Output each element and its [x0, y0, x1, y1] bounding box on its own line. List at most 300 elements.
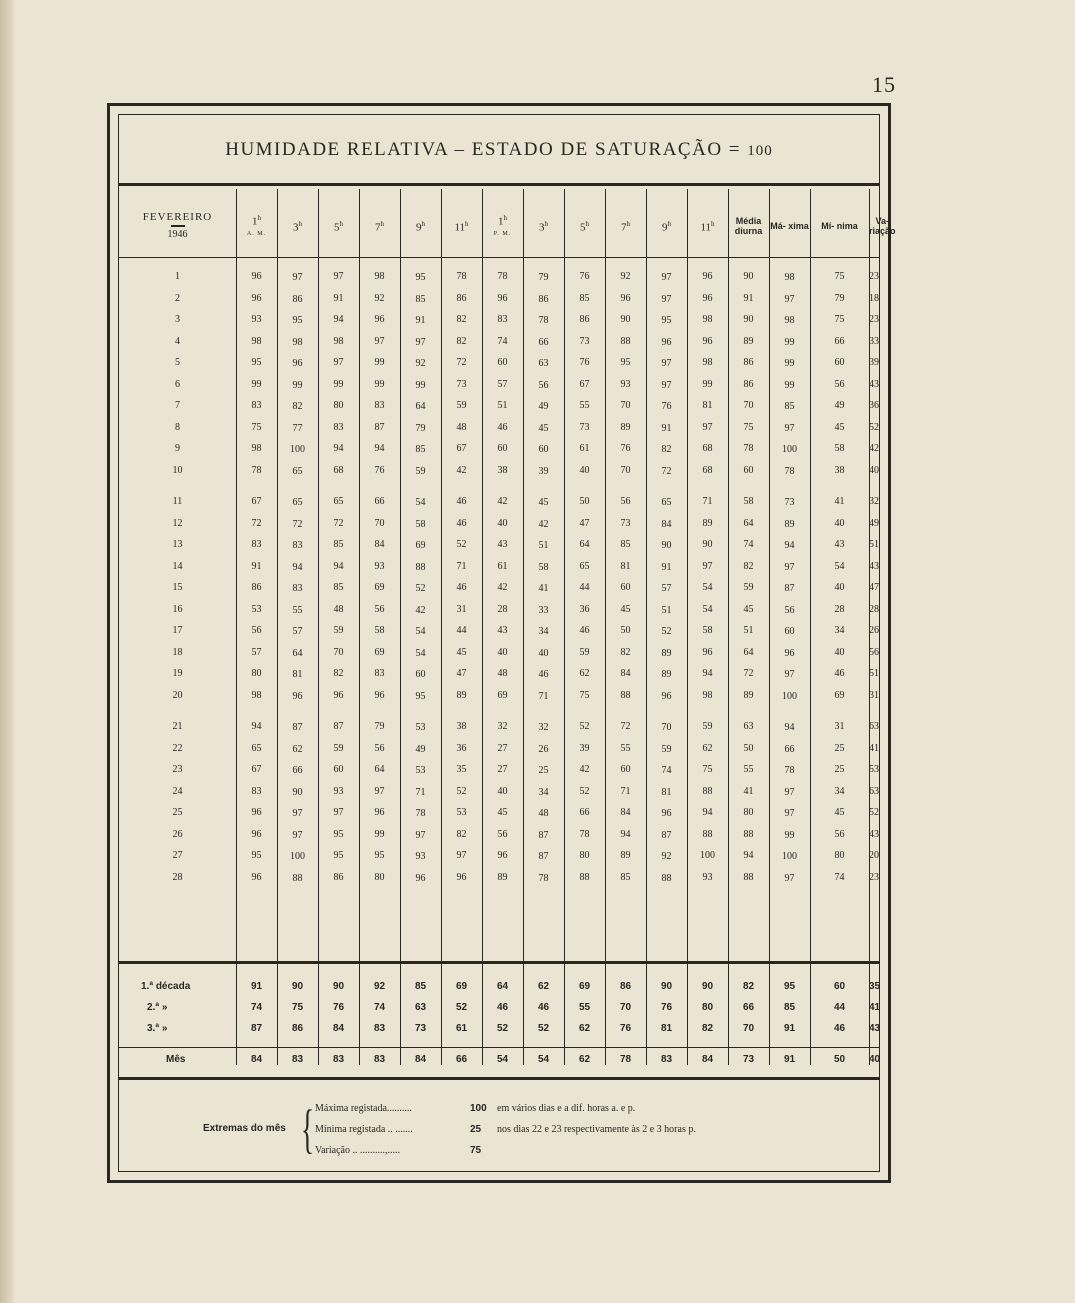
table-cell: 73: [579, 421, 590, 433]
header-rule: [119, 257, 879, 258]
table-cell: 82: [333, 668, 344, 679]
day-label: 15: [172, 582, 183, 593]
table-cell: 100: [290, 444, 305, 455]
month-rule: [119, 1077, 879, 1080]
table-cell: 35: [456, 764, 467, 775]
table-cell: 58: [374, 625, 385, 636]
table-cell: 60: [620, 582, 631, 593]
table-cell: 56: [374, 742, 385, 754]
table-cell: 95: [415, 690, 426, 702]
summary-cell: 62: [537, 981, 550, 992]
table-cell: 99: [292, 379, 303, 391]
table-cell: 72: [292, 518, 303, 530]
table-cell: 48: [538, 808, 549, 819]
table-cell: 96: [374, 807, 385, 818]
table-cell: 56: [869, 646, 879, 658]
day-label: 23: [172, 764, 183, 775]
summary-cell: 70: [742, 1023, 755, 1034]
table-cell: 96: [620, 292, 631, 304]
table-cell: 56: [834, 828, 845, 840]
table-cell: 72: [333, 517, 344, 529]
table-cell: 43: [497, 539, 508, 550]
table-cell: 99: [415, 379, 426, 391]
table-cell: 72: [456, 357, 467, 368]
table-cell: 96: [374, 689, 385, 701]
table-cell: 91: [415, 315, 426, 326]
table-cell: 75: [743, 421, 754, 433]
month-name: FEVEREIRO: [142, 211, 213, 223]
title-rule: [119, 183, 879, 186]
month-cell: 73: [742, 1054, 755, 1065]
table-cell: 65: [333, 496, 344, 507]
table-cell: 89: [743, 335, 754, 347]
table-cell: 93: [333, 785, 344, 797]
table-cell: 97: [292, 829, 303, 841]
summary-cell: 74: [373, 1002, 386, 1013]
decade-label: 1.ª década: [141, 981, 191, 992]
table-cell: 51: [538, 540, 549, 551]
table-cell: 83: [292, 540, 303, 551]
table-cell: 58: [702, 625, 713, 636]
table-cell: 92: [374, 292, 385, 304]
day-label: 16: [172, 603, 183, 615]
table-cell: 94: [784, 540, 795, 551]
table-cell: 38: [456, 721, 467, 732]
table-cell: 27: [497, 742, 508, 754]
table-cell: 83: [251, 785, 262, 797]
table-cell: 73: [620, 517, 631, 529]
table-cell: 99: [374, 828, 385, 840]
day-label: 10: [172, 464, 183, 476]
table-cell: 28: [497, 603, 508, 615]
table-cell: 97: [784, 422, 795, 434]
table-cell: 94: [702, 668, 713, 679]
table-cell: 57: [251, 646, 262, 658]
table-cell: 25: [538, 765, 549, 776]
table-cell: 52: [456, 539, 467, 550]
table-cell: 90: [743, 271, 754, 282]
table-cell: 47: [869, 582, 879, 593]
table-cell: 66: [784, 743, 795, 755]
table-cell: 75: [702, 764, 713, 775]
title-saturation-value: 100: [747, 143, 773, 159]
hour-label: 9$^h$: [416, 220, 425, 234]
summary-cell: 85: [783, 1002, 796, 1013]
hour-header: [318, 197, 359, 255]
table-cell: 95: [620, 357, 631, 368]
table-cell: 97: [702, 421, 713, 433]
table-cell: 86: [743, 357, 754, 368]
summary-cell: 84: [332, 1023, 345, 1034]
table-cell: 59: [743, 582, 754, 593]
table-cell: 59: [661, 743, 672, 755]
table-cell: 63: [869, 785, 879, 797]
table-cell: 80: [374, 871, 385, 883]
table-cell: 47: [456, 668, 467, 679]
hour-suffix: h: [585, 220, 589, 229]
table-cell: 81: [661, 786, 672, 798]
table-cell: 97: [292, 808, 303, 819]
table-cell: 84: [661, 518, 672, 530]
table-cell: 73: [456, 378, 467, 390]
table-cell: 90: [661, 540, 672, 551]
table-cell: 39: [538, 465, 549, 477]
table-cell: 23: [869, 314, 879, 325]
summary-cell: 46: [537, 1002, 550, 1013]
table-cell: 59: [333, 742, 344, 754]
hour-header: [605, 197, 646, 255]
table-cell: 88: [620, 335, 631, 347]
table-cell: 58: [415, 518, 426, 530]
table-cell: 87: [292, 722, 303, 733]
hour-label: 3$^h$: [293, 220, 302, 234]
table-cell: 65: [251, 742, 262, 754]
hour-label: 11$^h$: [700, 220, 715, 234]
summary-cell: 91: [250, 981, 263, 992]
maxima-header-text: Má- xima: [770, 221, 809, 231]
summary-cell: 82: [742, 981, 755, 992]
table-cell: 25: [834, 764, 845, 775]
extremas-row-note: nos dias 22 e 23 respectivamente às 2 e 3 horas p.: [497, 1124, 696, 1135]
table-cell: 40: [834, 646, 845, 658]
table-cell: 97: [702, 560, 713, 572]
table-cell: 88: [579, 871, 590, 883]
month-cell: 83: [291, 1054, 304, 1065]
hour-label: 1$^h$: [252, 214, 261, 228]
table-cell: 52: [869, 807, 879, 818]
table-cell: 41: [834, 496, 845, 507]
table-cell: 50: [620, 625, 631, 636]
table-cell: 46: [834, 668, 845, 679]
table-cell: 60: [620, 764, 631, 775]
table-cell: 45: [538, 422, 549, 434]
table-cell: 31: [869, 689, 879, 701]
table-cell: 69: [834, 689, 845, 701]
table-cell: 51: [869, 539, 879, 550]
table-cell: 97: [333, 357, 344, 368]
table-cell: 40: [834, 517, 845, 529]
summary-cell: 61: [455, 1023, 468, 1034]
table-cell: 78: [251, 464, 262, 476]
table-cell: 98: [702, 689, 713, 701]
table-cell: 42: [456, 464, 467, 476]
table-cell: 98: [292, 336, 303, 348]
table-cell: 89: [661, 669, 672, 680]
table-cell: 75: [579, 689, 590, 701]
table-cell: 94: [333, 443, 344, 454]
book-binding: [0, 0, 14, 1303]
table-cell: 74: [743, 539, 754, 550]
table-cell: 79: [374, 721, 385, 732]
table-cell: 97: [784, 872, 795, 884]
day-label: 8: [175, 421, 180, 433]
table-cell: 36: [579, 603, 590, 615]
table-cell: 96: [251, 292, 262, 304]
extremas-row-value: 75: [470, 1145, 482, 1156]
table-cell: 89: [497, 871, 508, 883]
month-cell: 40: [869, 1054, 881, 1065]
table-cell: 89: [620, 421, 631, 433]
table-cell: 78: [743, 443, 754, 454]
table-cell: 40: [869, 464, 879, 476]
table-cell: 93: [620, 378, 631, 390]
table-cell: 84: [620, 668, 631, 679]
table-cell: 67: [456, 443, 467, 454]
summary-cell: 52: [537, 1023, 550, 1034]
table-cell: 63: [743, 721, 754, 732]
table-cell: 53: [869, 764, 879, 775]
month-row-label: Mês: [166, 1054, 186, 1065]
table-cell: 100: [290, 851, 305, 862]
table-cell: 90: [620, 314, 631, 325]
table-cell: 80: [333, 400, 344, 411]
day-label: 17: [172, 625, 183, 636]
day-label: 20: [172, 689, 183, 701]
table-cell: 93: [415, 851, 426, 862]
table-cell: 78: [538, 315, 549, 326]
table-cell: 94: [333, 560, 344, 572]
table-cell: 34: [834, 785, 845, 797]
table-cell: 86: [292, 293, 303, 305]
table-cell: 82: [456, 314, 467, 325]
table-cell: 95: [251, 357, 262, 368]
hour-header: [277, 197, 318, 255]
table-cell: 60: [834, 357, 845, 368]
table-cell: 44: [579, 582, 590, 593]
summary-cell: 86: [291, 1023, 304, 1034]
table-cell: 97: [415, 336, 426, 348]
month-cell: 84: [701, 1054, 714, 1065]
table-cell: 97: [784, 808, 795, 819]
table-cell: 89: [456, 689, 467, 701]
extremas-row-label: Variação .. ..........,.....: [315, 1145, 400, 1156]
table-cell: 89: [702, 517, 713, 529]
table-cell: 73: [579, 335, 590, 347]
summary-cell: 41: [869, 1002, 881, 1013]
table-cell: 100: [782, 851, 797, 862]
month-cell: 54: [537, 1054, 550, 1065]
table-cell: 59: [415, 465, 426, 477]
table-cell: 85: [333, 582, 344, 593]
month-cell: 84: [250, 1054, 263, 1065]
table-cell: 39: [869, 357, 879, 368]
table-cell: 68: [333, 464, 344, 476]
table-cell: 56: [374, 603, 385, 615]
decade-label: 3.ª »: [147, 1023, 168, 1034]
table-cell: 76: [579, 357, 590, 368]
table-cell: 93: [251, 314, 262, 325]
table-cell: 88: [415, 561, 426, 573]
table-cell: 92: [415, 358, 426, 369]
hour-header: [523, 197, 564, 255]
table-cell: 40: [538, 647, 549, 659]
summary-cell: 87: [250, 1023, 263, 1034]
hour-label: 7$^h$: [621, 220, 630, 234]
table-cell: 96: [702, 646, 713, 658]
hour-label: 3$^h$: [539, 220, 548, 234]
table-cell: 51: [869, 668, 879, 679]
hour-label: 1$^h$: [498, 214, 507, 228]
hour-header: [687, 197, 728, 255]
day-label: 27: [172, 850, 183, 861]
table-cell: 79: [415, 422, 426, 434]
table-cell: 59: [579, 646, 590, 658]
hour-suffix: h: [380, 220, 384, 229]
summary-rule: [119, 1047, 879, 1048]
summary-cell: 70: [619, 1002, 632, 1013]
table-cell: 58: [834, 443, 845, 454]
extremas-brace: {: [301, 1099, 314, 1159]
table-cell: 80: [579, 850, 590, 861]
table-cell: 85: [415, 444, 426, 455]
table-cell: 99: [784, 379, 795, 391]
table-cell: 41: [743, 785, 754, 797]
table-cell: 72: [661, 465, 672, 477]
day-label: 14: [172, 560, 183, 572]
table-cell: 99: [784, 358, 795, 369]
table-cell: 34: [834, 625, 845, 636]
table-cell: 99: [784, 829, 795, 841]
summary-cell: 75: [291, 1002, 304, 1013]
table-cell: 54: [834, 560, 845, 572]
table-cell: 23: [869, 871, 879, 883]
hour-label: 11$^h$: [454, 220, 469, 234]
table-cell: 45: [834, 807, 845, 818]
extremas-row-note: em vários dias e a dif. horas a. e p.: [497, 1103, 636, 1114]
table-cell: 81: [620, 560, 631, 572]
table-cell: 28: [869, 603, 879, 615]
table-cell: 85: [579, 292, 590, 304]
table-cell: 96: [456, 871, 467, 883]
table-cell: 51: [497, 400, 508, 411]
table-cell: 89: [743, 689, 754, 701]
table-cell: 45: [743, 603, 754, 615]
table-cell: 32: [497, 721, 508, 732]
table-cell: 69: [497, 689, 508, 701]
table-cell: 54: [702, 603, 713, 615]
summary-cell: 76: [660, 1002, 673, 1013]
table-cell: 95: [333, 828, 344, 840]
table-cell: 83: [292, 583, 303, 594]
table-cell: 46: [579, 625, 590, 636]
table-cell: 65: [292, 465, 303, 477]
table-cell: 73: [784, 497, 795, 508]
table-cell: 89: [784, 518, 795, 530]
table-cell: 70: [620, 400, 631, 411]
table-cell: 78: [497, 271, 508, 282]
table-cell: 32: [869, 496, 879, 507]
table-cell: 59: [333, 625, 344, 636]
summary-cell: 46: [496, 1002, 509, 1013]
table-cell: 97: [661, 379, 672, 391]
table-cell: 91: [661, 422, 672, 434]
table-cell: 88: [702, 828, 713, 840]
table-cell: 39: [579, 742, 590, 754]
table-cell: 94: [743, 850, 754, 861]
table-cell: 49: [415, 743, 426, 755]
table-cell: 52: [579, 721, 590, 732]
hour-header: [646, 197, 687, 255]
table-cell: 96: [497, 850, 508, 861]
table-cell: 96: [251, 807, 262, 818]
table-cell: 96: [784, 647, 795, 659]
day-label: 4: [175, 335, 180, 347]
summary-cell: 52: [496, 1023, 509, 1034]
day-label: 1: [175, 271, 180, 282]
table-cell: 40: [579, 464, 590, 476]
hour-suffix: h: [339, 220, 343, 229]
summary-cell: 35: [869, 981, 881, 992]
table-cell: 97: [456, 850, 467, 861]
table-cell: 97: [333, 807, 344, 818]
table-cell: 98: [784, 272, 795, 283]
table-cell: 57: [292, 626, 303, 637]
table-cell: 41: [869, 742, 879, 754]
table-cell: 42: [497, 496, 508, 507]
day-label: 6: [175, 378, 180, 390]
table-cell: 83: [497, 314, 508, 325]
table-cell: 81: [702, 400, 713, 411]
summary-cell: 82: [701, 1023, 714, 1034]
day-label: 3: [175, 314, 180, 325]
summary-cell: 76: [332, 1002, 345, 1013]
table-cell: 56: [251, 625, 262, 636]
table-cell: 88: [743, 871, 754, 883]
table-cell: 64: [743, 517, 754, 529]
day-label: 5: [175, 357, 180, 368]
table-cell: 98: [251, 335, 262, 347]
table-cell: 40: [834, 582, 845, 593]
hour-header: [482, 197, 523, 255]
day-label: 25: [172, 807, 183, 818]
summary-cell: 74: [250, 1002, 263, 1013]
hour-label: 5$^h$: [334, 220, 343, 234]
table-cell: 96: [702, 292, 713, 304]
table-cell: 58: [743, 496, 754, 507]
table-cell: 72: [620, 721, 631, 732]
month-cell: 62: [578, 1054, 591, 1065]
table-cell: 97: [784, 669, 795, 680]
table-cell: 31: [456, 603, 467, 615]
table-cell: 98: [374, 271, 385, 282]
summary-cell: 55: [578, 1002, 591, 1013]
table-cell: 20: [869, 850, 879, 861]
table-cell: 96: [333, 689, 344, 701]
table-cell: 94: [374, 443, 385, 454]
table-cell: 83: [251, 400, 262, 411]
table-cell: 96: [251, 271, 262, 282]
table-cell: 43: [869, 560, 879, 572]
table-cell: 86: [251, 582, 262, 593]
table-cell: 59: [702, 721, 713, 732]
table-cell: 60: [333, 764, 344, 775]
table-cell: 45: [834, 421, 845, 433]
table-cell: 99: [374, 357, 385, 368]
table-cell: 95: [415, 272, 426, 283]
table-cell: 77: [292, 422, 303, 434]
month-cell: 83: [332, 1054, 345, 1065]
hour-header: [564, 197, 605, 255]
summary-cell: 90: [291, 981, 304, 992]
day-label: 12: [172, 517, 183, 529]
month-dash: [171, 225, 185, 227]
summary-cell: 95: [783, 981, 796, 992]
table-cell: 87: [374, 421, 385, 433]
extremas-row-label: Máxima registada..........: [315, 1103, 412, 1114]
table-cell: 97: [374, 335, 385, 347]
table-cell: 70: [620, 464, 631, 476]
table-cell: 74: [497, 335, 508, 347]
